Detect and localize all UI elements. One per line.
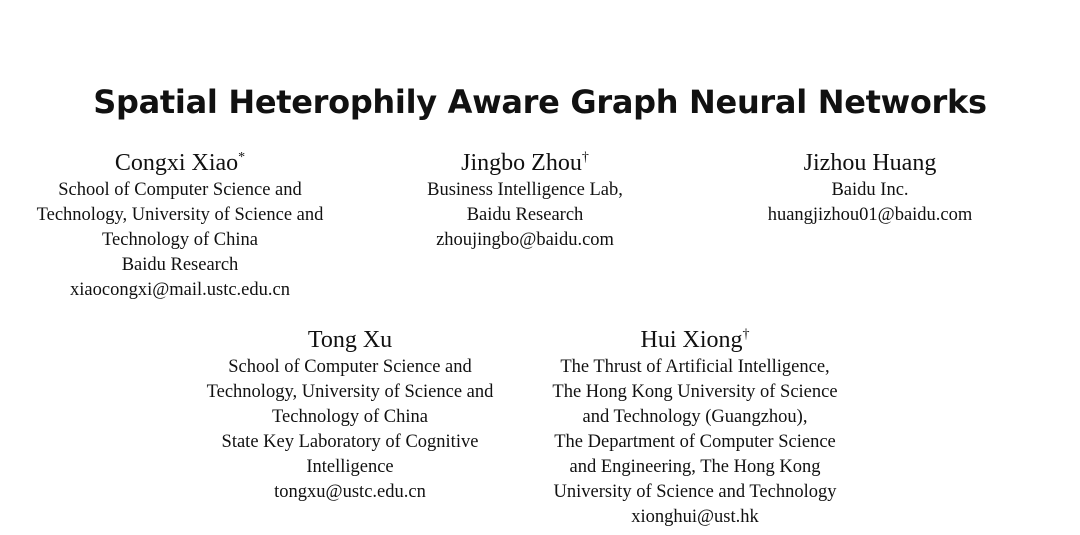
- author-email: xiaocongxi@mail.ustc.edu.cn: [70, 280, 290, 300]
- author-name: Tong Xu: [307, 327, 393, 353]
- author-name: Hui Xiong†: [640, 327, 750, 353]
- affiliation-line: Business Intelligence Lab,: [427, 180, 623, 200]
- affiliation-line: The Department of Computer Science: [554, 432, 836, 452]
- affiliation-line: University of Science and Technology: [553, 482, 837, 502]
- affiliation-line: Baidu Research: [121, 255, 239, 275]
- author-mark: †: [742, 327, 750, 342]
- affiliation-line: The Hong Kong University of Science: [552, 382, 838, 402]
- author-mark: *: [238, 150, 246, 165]
- author-email: xionghui@ust.hk: [631, 507, 759, 527]
- author-name: Congxi Xiao*: [114, 150, 246, 176]
- author-email: tongxu@ustc.edu.cn: [274, 482, 426, 502]
- affiliation-line: School of Computer Science and: [228, 357, 472, 377]
- author-email: zhoujingbo@baidu.com: [436, 230, 614, 250]
- affiliation-line: and Engineering, The Hong Kong: [569, 457, 821, 477]
- affiliation-line: School of Computer Science and: [58, 180, 302, 200]
- author-name: Jizhou Huang: [803, 150, 937, 176]
- affiliation-line: State Key Laboratory of Cognitive: [221, 432, 479, 452]
- affiliation-line: The Thrust of Artificial Intelligence,: [560, 357, 830, 377]
- paper-title: Spatial Heterophily Aware Graph Neural Networks: [93, 83, 987, 121]
- author-block-tong-xu: [180, 325, 520, 505]
- author-block-congxi-xiao: [10, 148, 350, 303]
- affiliation-line: Baidu Inc.: [831, 180, 909, 200]
- affiliation-line: Intelligence: [306, 457, 394, 477]
- author-mark: †: [581, 150, 589, 165]
- affiliation-line: Baidu Research: [466, 205, 584, 225]
- author-block-jizhou-huang: [720, 148, 1020, 228]
- author-block-jingbo-zhou: [380, 148, 670, 253]
- affiliation-line: and Technology (Guangzhou),: [582, 407, 808, 427]
- author-block-hui-xiong: [525, 325, 865, 530]
- affiliation-line: Technology of China: [102, 230, 258, 250]
- affiliation-line: Technology of China: [272, 407, 428, 427]
- author-name: Jingbo Zhou†: [461, 150, 589, 176]
- affiliation-line: Technology, University of Science and: [36, 205, 324, 225]
- affiliation-line: Technology, University of Science and: [206, 382, 494, 402]
- author-email: huangjizhou01@baidu.com: [767, 205, 973, 225]
